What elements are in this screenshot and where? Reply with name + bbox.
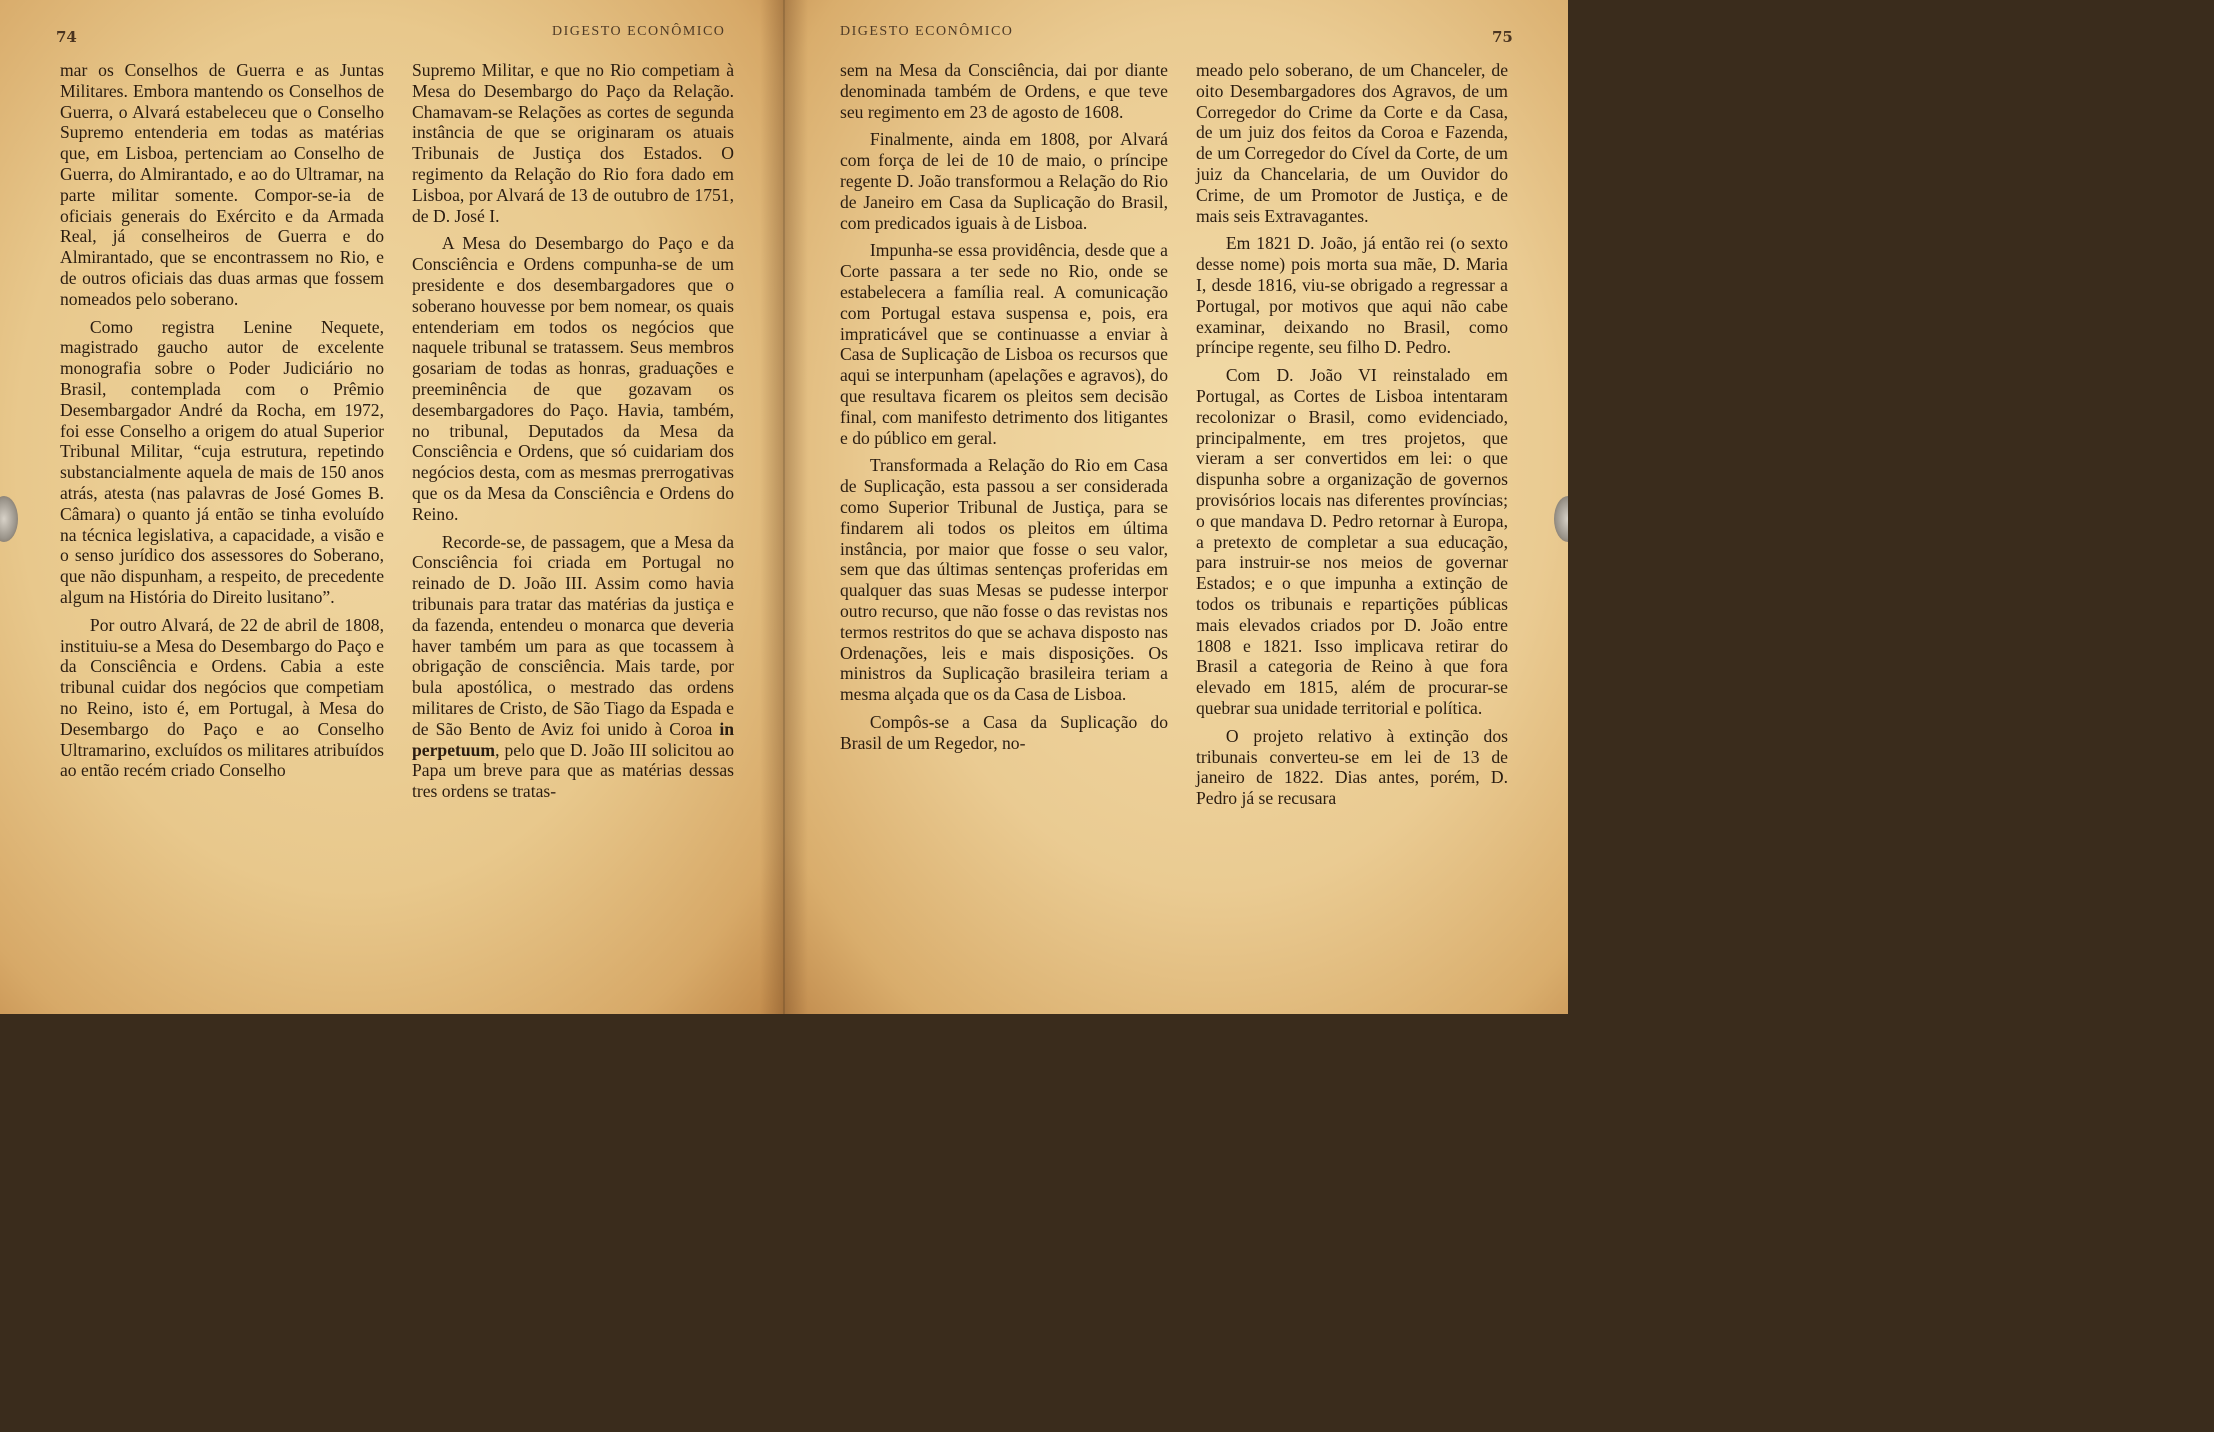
- book-gutter: [760, 0, 808, 1014]
- page-number: 74: [56, 28, 77, 46]
- paragraph: Supremo Militar, e que no Rio competiam à Mesa do Desembargo do Paço da Relação. Chamavam-se Relações as cortes de segunda instância de que se originaram os atuais Tribunais de Justiça dos Estados. O regimento da Relação do Rio fora dado em Lisboa, por Alvará de 13 de outubro de 1751, de D. José I.: [412, 60, 734, 226]
- paragraph: Em 1821 D. João, já então rei (o sexto desse nome) pois morta sua mãe, D. Maria I, desde 1816, viu-se obrigado a regressar a Portugal, por motivos que aqui não cabe examinar, deixando no Brasil, como príncipe regente, seu filho D. Pedro.: [1196, 233, 1508, 358]
- latin-phrase: in perpetuum: [412, 718, 734, 760]
- running-head: DIGESTO ECONÔMICO: [840, 24, 1014, 39]
- page-number: 75: [1492, 28, 1513, 46]
- left-page: [0, 0, 784, 1014]
- paragraph: Compôs-se a Casa da Suplicação do Brasil de um Regedor, no-: [840, 711, 1168, 753]
- text-column: [60, 60, 384, 788]
- paragraph: A Mesa do Desembargo do Paço e da Consciência e Ordens compunha-se de um presidente e dos desembargadores que o soberano houvesse por bem nomear, os quais entenderiam em todos os negócios que naquele tribunal se tratassem. Seus membros gosariam de todas as honras, graduações e preeminência de que gozavam os desembargadores do Paço. Havia, também, no tribunal, Deputados da Mesa da Consciência e Ordens, que só cuidariam dos negócios desta, com as mesmas prerrogativas que os da Mesa da Consciência e Ordens do Reino.: [412, 233, 734, 524]
- paragraph-text: Recorde-se, de passagem, que a Mesa da Consciência foi criada em Portugal no reinado de D. João III. Assim como havia tribunais para tratar das matérias da justiça e da fazenda, entendeu o monarca que deveria haver também um para as que tocassem à obrigação de consciência. Mais tarde, por bula apostólica, o mestrado das ordens militares de Cristo, de São Tiago da Espada e de São Bento de Aviz foi unido à Coroa: [412, 531, 734, 739]
- paragraph: Transformada a Relação do Rio em Casa de Suplicação, esta passou a ser considerada como Superior Tribunal de Justiça, para se findarem ali todos os pleitos em última instância, por maior que fosse o seu valor, sem que das últimas sentenças proferidas em qualquer das suas Mesas se pudesse interpor outro recurso, que não fosse o das revistas nos termos restritos do que se achava disposto nas Ordenações, leis e mais disposições. Os ministros da Suplicação brasileira teriam a mesma alçada que os da Casa de Lisboa.: [840, 455, 1168, 705]
- text-column: [1196, 60, 1508, 816]
- paragraph: Com D. João VI reinstalado em Portugal, as Cortes de Lisboa intentaram recolonizar o Brasil, como evidenciado, principalmente, em tres projetos, que vieram a ser convertidos em lei: o que dispunha sobre a organização de governos provisórios locais nas diferentes províncias; o que mandava D. Pedro retornar à Europa, a pretexto de completar a sua educação, para instruir-se nos meios de governar Estados; e o que impunha a extinção de todos os tribunais e repartições públicas mais elevados criados por D. João entre 1808 e 1821. Isso implicava retirar do Brasil a categoria de Reino à que fora elevado em 1815, além de procurar-se quebrar sua unidade territorial e política.: [1196, 365, 1508, 718]
- binding-hole: [1554, 496, 1568, 542]
- paragraph-text: , pelo que D. João III solicitou ao Papa um breve para que as matérias dessas tres ordens se tratas-: [412, 739, 734, 802]
- text-column: [840, 60, 1168, 761]
- text-column: [412, 60, 734, 809]
- paragraph: meado pelo soberano, de um Chanceler, de oito Desembargadores dos Agravos, de um Corregedor do Crime da Corte e da Casa, de um juiz dos feitos da Coroa e Fazenda, de um Corregedor do Cível da Corte, de um juiz da Chancelaria, de um Ouvidor do Crime, de um Promotor de Justiça, e de mais seis Extravagantes.: [1196, 60, 1508, 226]
- paragraph: Impunha-se essa providência, desde que a Corte passara a ter sede no Rio, onde se estabelecera a família real. A comunicação com Portugal estava suspensa e, pois, era impraticável que se continuasse a enviar à Casa de Suplicação de Lisboa os recursos que aqui se interpunham (apelações e agravos), do que resultava ficarem os pleitos sem decisão final, com manifesto detrimento dos litigantes e do público em geral.: [840, 240, 1168, 448]
- running-head: DIGESTO ECONÔMICO: [552, 24, 726, 39]
- paragraph: mar os Conselhos de Guerra e as Juntas Militares. Embora mantendo os Conselhos de Guerra, o Alvará estabeleceu que o Conselho Supremo entenderia em todas as matérias que, em Lisboa, pertenciam ao Conselho de Guerra, do Almirantado, e ao do Ultramar, na parte militar somente. Compor-se-ia de oficiais generais do Exército e da Armada Real, já conselheiros de Guerra e do Almirantado, que se encontrassem no Rio, e de outros oficiais das duas armas que fossem nomeados pelo soberano.: [60, 60, 384, 309]
- paragraph: sem na Mesa da Consciência, dai por diante denominada também de Ordens, e que teve seu regimento em 23 de agosto de 1608.: [840, 60, 1168, 122]
- binding-hole: [0, 496, 18, 542]
- paragraph: Por outro Alvará, de 22 de abril de 1808, instituiu-se a Mesa do Desembargo do Paço e da Consciência e Ordens. Cabia a este tribunal cuidar dos negócios que competiam no Reino, isto é, em Portugal, à Mesa do Desembargo do Paço e ao Conselho Ultramarino, excluídos os militares atribuídos ao então recém criado Conselho: [60, 614, 384, 781]
- paragraph: Como registra Lenine Nequete, magistrado gaucho autor de excelente monografia sobre o Poder Judiciário no Brasil, contemplada com o Prêmio Desembargador André da Rocha, em 1972, foi esse Conselho a origem do atual Superior Tribunal Militar, “cuja estrutura, repetindo substancialmente aquela de mais de 150 anos atrás, atesta (nas palavras de José Gomes B. Câmara) o quanto já então se tinha evoluído na técnica legislativa, a capacidade, a visão e o senso jurídico dos assessores do Soberano, que não dispunham, a respeito, de precedente algum na História do Direito lusitano”.: [60, 316, 384, 607]
- paragraph: Finalmente, ainda em 1808, por Alvará com força de lei de 10 de maio, o príncipe regente D. João transformou a Relação do Rio de Janeiro em Casa da Suplicação do Brasil, com predicados iguais à de Lisboa.: [840, 129, 1168, 233]
- paragraph: [412, 532, 734, 802]
- right-page: [784, 0, 1568, 1014]
- paragraph: O projeto relativo à extinção dos tribunais converteu-se em lei de 13 de janeiro de 1822. Dias antes, porém, D. Pedro já se recusara: [1196, 725, 1508, 809]
